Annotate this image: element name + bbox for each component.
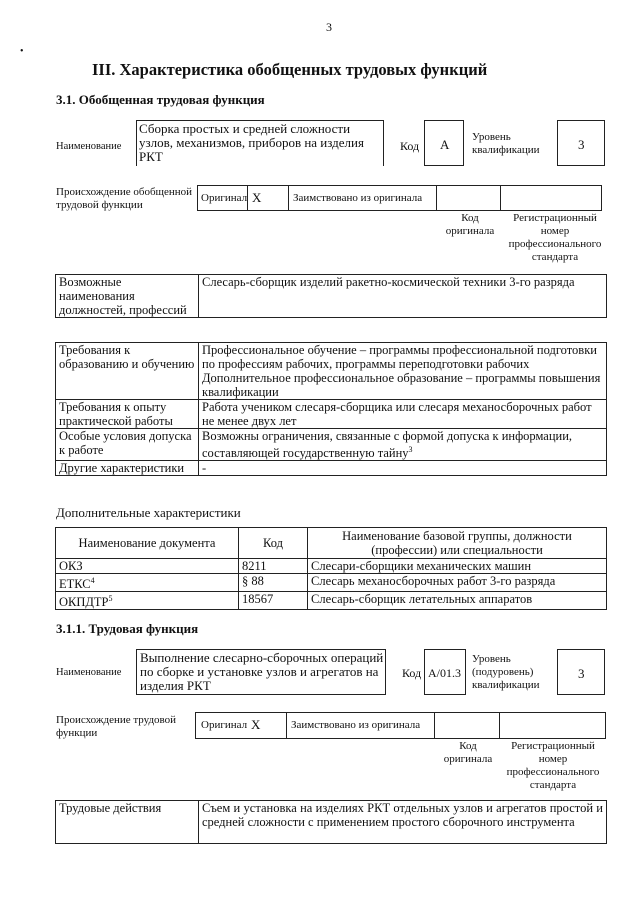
tf-level-value: 3	[578, 666, 585, 681]
header-code: Код	[239, 528, 308, 559]
experience-label: Требования к опыту практической работы	[56, 400, 199, 429]
gtf-name-box	[136, 120, 384, 166]
header-name: Наименование базовой группы, должности (профессии) или специальности	[308, 528, 607, 559]
tf-name-box	[136, 649, 386, 695]
possible-names-table	[55, 274, 607, 318]
gtf-origin-code-caption: Код оригинала	[445, 212, 495, 237]
gtf-original-mark: X	[252, 190, 262, 205]
tf-borrowed-label: Заимствовано из оригинала	[291, 719, 421, 731]
conditions-cell	[199, 429, 607, 461]
actions-label: Трудовые действия	[56, 801, 199, 844]
conditions-value: Возможны ограничения, связанные с формой допуска к информации, составляющей государственную тайну	[202, 429, 573, 461]
footnote-ref: 5	[108, 594, 113, 604]
tf-origin-code-caption: Код оригинала	[443, 740, 493, 765]
gtf-name-value: Сборка простых и средней сложности узлов, механизмов, приборов на изделия РКТ	[139, 121, 364, 164]
tf-name-value: Выполнение слесарно-сборочных операций по сборке и установке узлов и агрегатов на изделия РКТ	[140, 650, 384, 693]
conditions-label: Особые условия допуска к работе	[56, 429, 199, 461]
gtf-original-label: Оригинал	[201, 192, 248, 204]
tf-code-value: A/01.3	[428, 666, 461, 680]
gtf-origin-box	[197, 185, 602, 211]
row-name: Слесари-сборщики механических машин	[308, 559, 607, 574]
divider	[500, 186, 501, 210]
education-cell	[199, 343, 607, 400]
tf-heading: 3.1.1. Трудовая функция	[56, 621, 199, 636]
possible-names-label: Возможные наименования должностей, профессий	[56, 275, 199, 318]
row-code: § 88	[239, 574, 308, 592]
education-label: Требования к образованию и обучению	[56, 343, 199, 400]
row-doc: ОКПДТР$^5$	[56, 592, 239, 610]
table-row	[56, 592, 607, 610]
gtf-borrowed-label: Заимствовано из оригинала	[293, 192, 423, 204]
row-code: 18567	[239, 592, 308, 610]
header-doc: Наименование документа	[56, 528, 239, 559]
additional-heading: Дополнительные характеристики	[56, 505, 241, 520]
gtf-heading: 3.1. Обобщенная трудовая функция	[56, 92, 265, 107]
row-name: Слесарь механосборочных работ 3-го разряда	[308, 574, 607, 592]
gtf-reg-number-caption: Регистрационный номер профессионального стандарта	[508, 212, 602, 263]
education-value-1: Профессиональное обучение – программы профессиональной подготовки по профессиям рабочих, программы переподготовки рабочих	[202, 343, 597, 371]
tf-reg-number-caption: Регистрационный номер профессионального стандарта	[506, 740, 600, 791]
actions-value: Съем и установка на изделиях РКТ отдельных узлов и агрегатов простой и средней сложности с применением простого сборочного инструмента	[199, 801, 607, 844]
additional-table	[55, 527, 607, 610]
footnote-ref: 3	[408, 445, 413, 454]
tf-level-label: Уровень (подуровень) квалификации	[472, 653, 540, 691]
tf-original-mark: X	[251, 717, 261, 732]
row-doc: ОКЗ	[56, 559, 239, 574]
tf-code-label: Код	[402, 666, 422, 680]
divider	[286, 713, 287, 738]
gtf-code-box	[424, 120, 464, 166]
other-label: Другие характеристики	[56, 461, 199, 476]
footnote-ref: 4	[90, 576, 95, 585]
gtf-code-value: A	[440, 137, 450, 152]
page-number: 3	[326, 20, 332, 34]
actions-table	[55, 800, 607, 844]
possible-names-value: Слесарь-сборщик изделий ракетно-космической техники 3-го разряда	[199, 275, 607, 318]
table-row	[56, 559, 607, 574]
gtf-code-label: Код	[400, 139, 420, 153]
divider	[247, 186, 248, 210]
row-name: Слесарь-сборщик летательных аппаратов	[308, 592, 607, 610]
tf-origin-label: Происхождение трудовой функции	[56, 714, 177, 739]
tf-name-label: Наименование	[56, 667, 122, 678]
table-row	[56, 574, 607, 592]
section-title: III. Характеристика обобщенных трудовых функций	[92, 60, 488, 79]
other-value: -	[199, 461, 607, 476]
margin-dot: •	[20, 46, 24, 57]
education-value-2: Дополнительное профессиональное образование – программы повышения квалификации	[202, 371, 601, 399]
experience-value: Работа учеником слесаря-сборщика или слесаря механосборочных работ не менее двух лет	[199, 400, 607, 429]
gtf-level-value: 3	[578, 137, 585, 152]
gtf-level-box	[557, 120, 605, 166]
divider	[434, 713, 435, 738]
tf-origin-box	[195, 712, 606, 739]
gtf-origin-label: Происхождение обобщенной трудовой функции	[56, 186, 193, 211]
tf-original-label: Оригинал	[201, 719, 248, 731]
requirements-table	[55, 342, 607, 476]
tf-level-box	[557, 649, 605, 695]
row-code: 8211	[239, 559, 308, 574]
divider	[288, 186, 289, 210]
row-doc: ЕТКС$^4$	[56, 574, 239, 592]
tf-code-box	[424, 649, 466, 695]
divider	[436, 186, 437, 210]
divider	[499, 713, 500, 738]
gtf-name-label: Наименование	[56, 141, 122, 152]
gtf-level-label: Уровень квалификации	[472, 131, 540, 156]
